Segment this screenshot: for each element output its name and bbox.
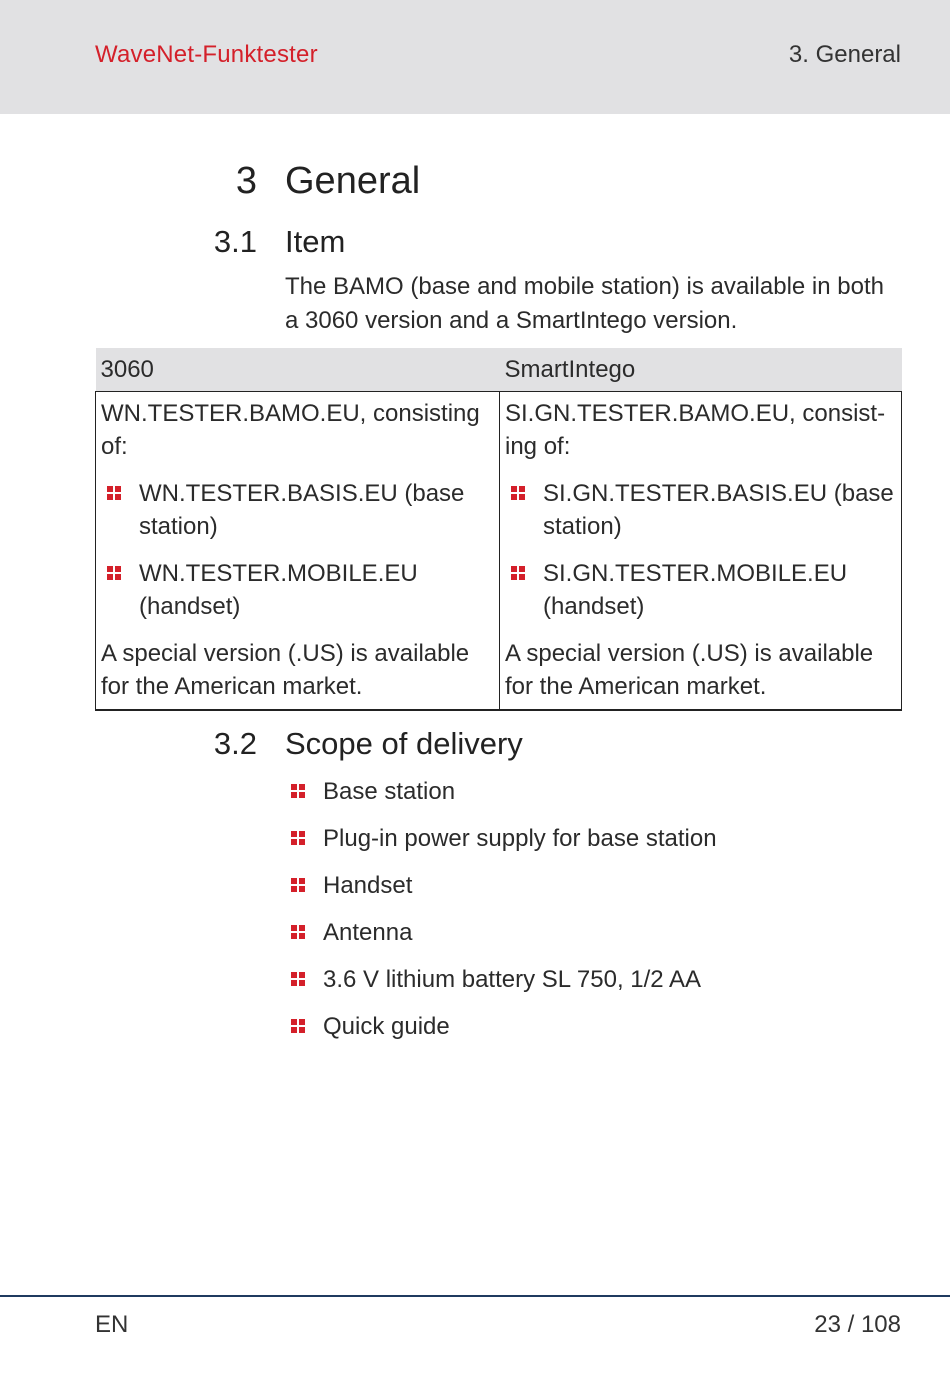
bullet-icon	[107, 566, 121, 580]
list-item-text: WN.TESTER.MOBILE.EU (handset)	[139, 559, 418, 620]
bullet-icon	[291, 1019, 305, 1033]
table-cell-smartintego	[500, 391, 902, 710]
bullet-icon	[291, 784, 305, 798]
list-item-text: Base station	[323, 778, 456, 805]
page-number: 23 / 108	[814, 1311, 901, 1338]
bullet-icon	[511, 486, 525, 500]
bullet-icon	[291, 878, 305, 892]
section-3-number: 3	[235, 160, 257, 202]
section-3-1-title: Item	[285, 224, 346, 259]
bullet-icon	[107, 486, 121, 500]
list-item-text: 3.6 V lithium battery SL 750, 1/2 AA	[323, 966, 701, 993]
section-3-title: General	[285, 160, 421, 202]
list-item-text: SI.GN.TESTER.MOBILE.EU (handset)	[543, 559, 848, 620]
footer-divider	[0, 1295, 950, 1297]
list-item-text: Antenna	[323, 919, 413, 946]
table-header-3060: 3060	[96, 348, 500, 391]
list-item	[505, 557, 896, 623]
list-item-text: Handset	[323, 872, 413, 899]
table-cell-3060	[96, 391, 500, 710]
list-item	[101, 477, 494, 543]
cell-intro: WN.TESTER.BAMO.EU, consisting of:	[101, 399, 480, 460]
bullet-icon	[511, 566, 525, 580]
section-3-2-title: Scope of delivery	[285, 726, 523, 761]
list-item	[290, 1010, 717, 1057]
section-3-1-number: 3.1	[213, 224, 257, 259]
item-description: The BAMO (base and mobile station) is available in both a 3060 version and a SmartIntego version.	[285, 273, 884, 334]
list-item	[290, 916, 717, 963]
footer-language: EN	[95, 1311, 129, 1338]
cell-note: A special version (.US) is available for the American market.	[505, 639, 874, 700]
list-item	[290, 963, 717, 1010]
list-item	[101, 557, 494, 623]
list-item	[290, 822, 717, 869]
table-row	[96, 391, 902, 710]
list-item-text: SI.GN.TESTER.BASIS.EU (base station)	[543, 479, 894, 540]
section-3-2-number: 3.2	[213, 726, 257, 761]
chapter-title: 3. General	[788, 41, 901, 68]
list-item-text: Quick guide	[323, 1013, 450, 1040]
list-item	[290, 869, 717, 916]
table-header-row	[96, 348, 902, 391]
list-item-text: WN.TESTER.BASIS.EU (base station)	[139, 479, 465, 540]
list-item	[505, 477, 896, 543]
item-versions-table	[95, 348, 902, 711]
bullet-icon	[291, 925, 305, 939]
bullet-icon	[291, 972, 305, 986]
delivery-list	[290, 775, 717, 1057]
cell-intro: SI.GN.TESTER.BAMO.EU, consist-ing of:	[505, 399, 886, 460]
list-item	[290, 775, 717, 822]
list-item-text: Plug-in power supply for base station	[323, 825, 717, 852]
bullet-icon	[291, 831, 305, 845]
table-header-smartintego: SmartIntego	[500, 348, 902, 391]
product-title: WaveNet-Funktester	[95, 41, 318, 68]
cell-note: A special version (.US) is available for the American market.	[101, 639, 470, 700]
page-header	[0, 0, 950, 114]
